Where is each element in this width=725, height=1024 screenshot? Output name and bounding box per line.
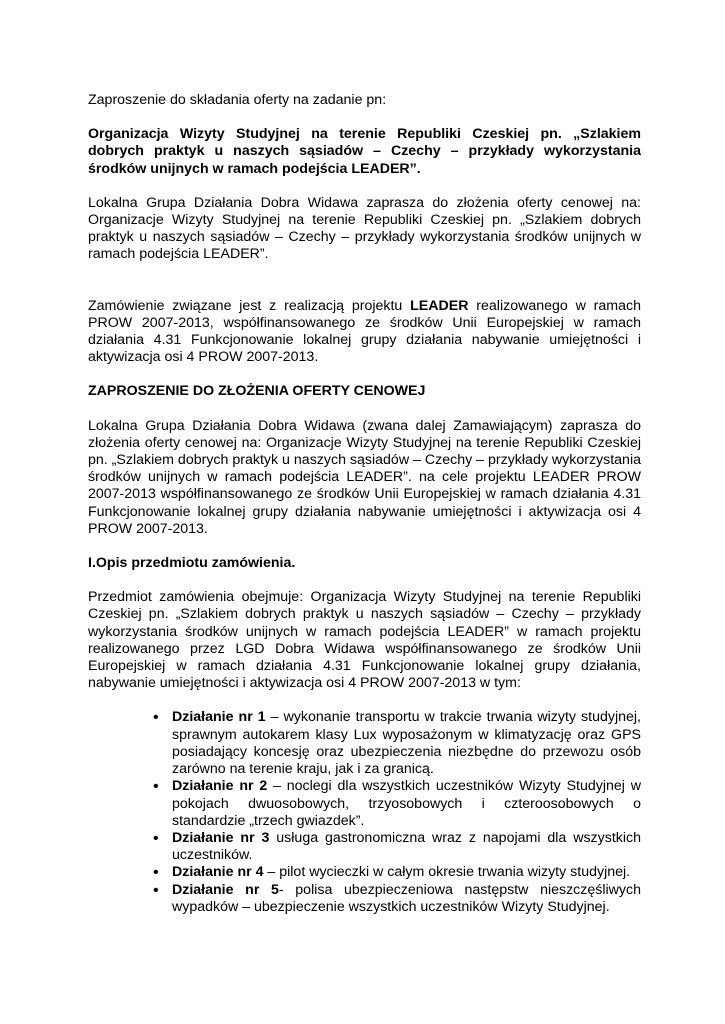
paragraph-offer: Lokalna Grupa Działania Dobra Widawa (zwana dalej Zamawiającym) zaprasza do złożenia oferty cenowej na: Organizacje Wizyty Studyjnej na terenie Republiki Czeskiej pn. „Szlakiem dobrych praktyk u naszych sąsiadów – Czechy – przykłady wykorzystania środków unijnych w ramach podejścia LEADER”. na cele projektu LEADER PROW 2007-2013 współfinansowanego ze środków Unii Europejskiej w ramach działania 4.31 Funkcjonowanie lokalnej grupy działania nabywanie umiejętności i aktywizacja osi 4 PROW 2007-2013. <box>88 417 641 537</box>
bullet-icon: • <box>153 829 159 847</box>
paragraph-project-before: Zamówienie związane jest z realizacją projektu <box>88 297 411 314</box>
task-list <box>88 709 641 915</box>
document-title: Organizacja Wizyty Studyjnej na terenie Republiki Czeskiej pn. „Szlakiem dobrych praktyk u naszych sąsiadów – Czechy – przykłady wykorzystania środków unijnych w ramach podejścia LEADER”. <box>88 126 641 177</box>
list-item-text: - polisa ubezpieczeniowa następstw nieszczęśliwych wypadków – ubezpieczenie wszystkich uczestników Wizyty Studyjnej. <box>172 881 641 915</box>
intro-line: Zaproszenie do składania oferty na zadanie pn: <box>88 92 387 108</box>
list-item <box>153 829 641 864</box>
list-item <box>153 881 641 916</box>
section-heading-description: I.Opis przedmiotu zamówienia. <box>88 555 296 572</box>
list-item <box>153 709 641 778</box>
bullet-icon: • <box>153 864 159 882</box>
list-item-label: Działanie nr 4 <box>172 864 264 881</box>
list-item <box>153 778 641 830</box>
bullet-icon: • <box>153 709 159 727</box>
paragraph-project-bold: LEADER <box>410 297 469 314</box>
list-item-text: – wykonanie transportu w trakcie trwania wizyty studyjnej, sprawnym autokarem klasy Lux wyposażonym w klimatyzację oraz GPS posiadający koncesję oraz ubezpieczenia niezbędne do przewozu osób zarówno na terenie kraju, jak i za granicą. <box>172 709 641 778</box>
list-item <box>153 864 641 882</box>
list-item-text: – pilot wycieczki w całym okresie trwania wizyty studyjnej. <box>263 864 631 881</box>
list-item-label: Działanie nr 1 <box>172 709 266 726</box>
list-item-label: Działanie nr 5 <box>172 881 279 898</box>
paragraph-project-after: realizowanego w ramach PROW 2007-2013, współfinansowanego ze środków Unii Europejskiej w ramach działania 4.31 Funkcjonowanie lokalnej grupy działania nabywanie umiejętności i aktywizacja osi 4 PROW 2007-2013. <box>88 297 641 366</box>
list-item-label: Działanie nr 3 <box>172 829 270 846</box>
document-page <box>88 92 641 916</box>
paragraph-scope: Przedmiot zamówienia obejmuje: Organizacja Wizyty Studyjnej na terenie Republiki Czeskiej pn. „Szlakiem dobrych praktyk u naszych sąsiadów – Czechy – przykłady wykorzystania środków unijnych w ramach podejścia LEADER” w ramach projektu realizowanego przez LGD Dobra Widawa współfinansowanego ze środków Unii Europejskiej w ramach działania 4.31 Funkcjonowanie lokalnej grupy działania, nabywanie umiejętności i aktywizacja osi 4 PROW 2007-2013 w tym: <box>88 589 641 692</box>
bullet-icon: • <box>153 881 159 899</box>
section-heading-offer: ZAPROSZENIE DO ZŁOŻENIA OFERTY CENOWEJ <box>88 383 426 400</box>
bullet-icon: • <box>153 778 159 796</box>
list-item-text: usługa gastronomiczna wraz z napojami dla wszystkich uczestników. <box>172 829 641 864</box>
list-item-label: Działanie nr 2 <box>172 778 268 795</box>
list-item-text: – noclegi dla wszystkich uczestników Wizyty Studyjnej w pokojach dwuosobowych, trzyosobowych i czteroosobowych o standardzie „trzech gwiazdek”. <box>172 778 641 829</box>
paragraph-project <box>88 298 641 367</box>
paragraph-invitation: Lokalna Grupa Działania Dobra Widawa zaprasza do złożenia oferty cenowej na: Organizacje Wizyty Studyjnej na terenie Republiki Czeskiej pn. „Szlakiem dobrych praktyk u naszych sąsiadów – Czechy – przykłady wykorzystania środków unijnych w ramach podejścia LEADER”. <box>88 194 641 263</box>
